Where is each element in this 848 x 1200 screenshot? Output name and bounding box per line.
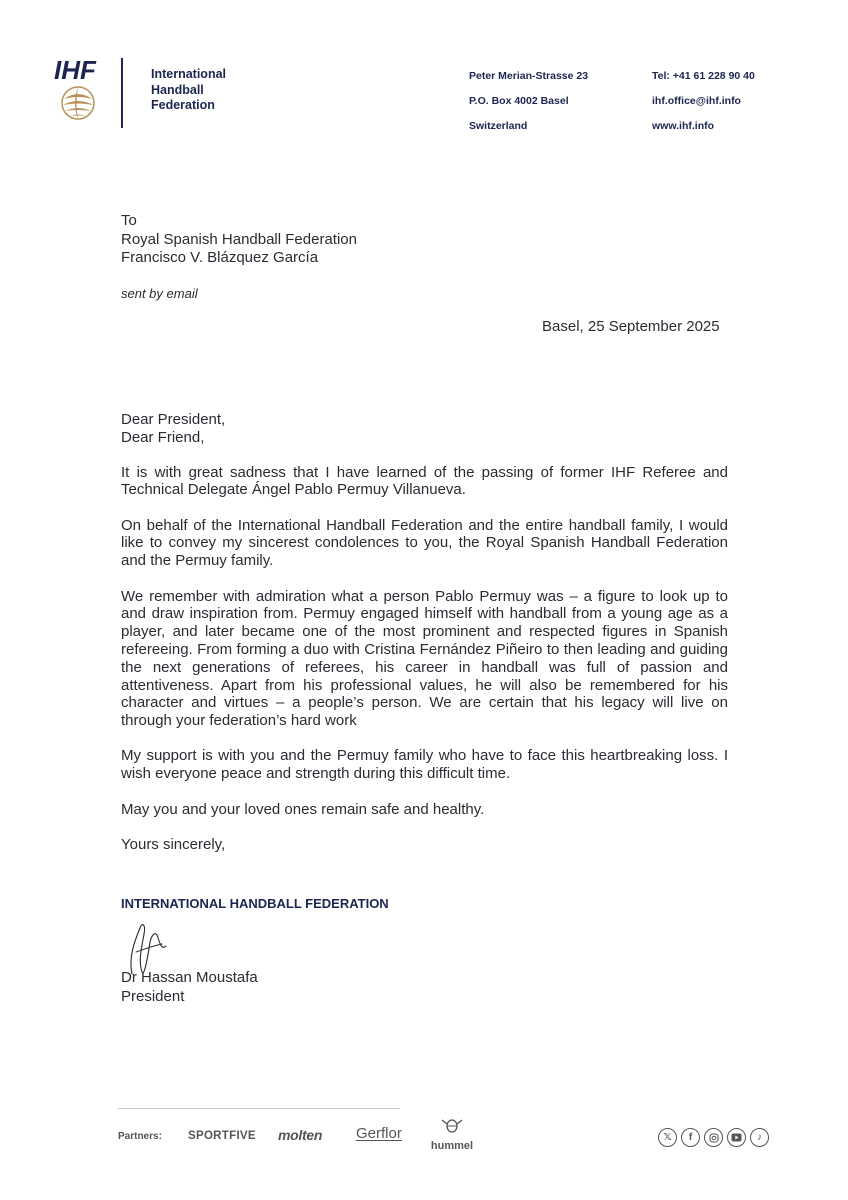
hummel-bee-icon xyxy=(441,1117,463,1133)
signer-name: Dr Hassan Moustafa xyxy=(121,969,258,986)
logo-letters: IHF xyxy=(54,55,96,85)
greeting-line-1: Dear President, xyxy=(121,411,226,428)
youtube-icon[interactable] xyxy=(727,1128,746,1147)
x-icon[interactable]: 𝕏 xyxy=(658,1128,677,1147)
contact-info xyxy=(652,64,755,139)
contact-website[interactable]: www.ihf.info xyxy=(652,120,715,132)
recipient-name: Francisco V. Blázquez García xyxy=(121,249,319,266)
partner-molten-logo: molten xyxy=(278,1127,323,1143)
org-name-line-3: Federation xyxy=(151,98,215,112)
letter-date: Basel, 25 September 2025 xyxy=(542,318,720,335)
address-street: Peter Merian-Strasse 23 xyxy=(469,70,589,82)
closing: Yours sincerely, xyxy=(121,835,226,853)
paragraph-2: On behalf of the International Handball Federation and the entire handball family, I would like to convey my sincerest condolences to you, the Royal Spanish Handball Federation and the Permuy family. xyxy=(121,516,728,570)
hummel-wordmark: hummel xyxy=(430,1140,474,1152)
postal-address xyxy=(469,64,588,139)
recipient-to: To xyxy=(121,212,137,229)
signature-organization: INTERNATIONAL HANDBALL FEDERATION xyxy=(121,896,389,911)
organization-name xyxy=(151,67,226,114)
signer-block xyxy=(121,969,258,1006)
instagram-icon[interactable] xyxy=(704,1128,723,1147)
org-name-line-2: Handball xyxy=(151,82,204,97)
address-pobox: P.O. Box 4002 Basel xyxy=(469,95,569,107)
contact-phone: Tel: +41 61 228 90 40 xyxy=(652,70,755,82)
greeting-line-2: Dear Friend, xyxy=(121,428,205,446)
delivery-note: sent by email xyxy=(121,286,198,301)
partners-label: Partners: xyxy=(118,1131,162,1142)
header-divider xyxy=(121,58,123,128)
paragraph-1: It is with great sadness that I have learned of the passing of former IHF Referee and Technical Delegate Ángel Pablo Permuy Villanueva. xyxy=(121,463,728,499)
signer-title: President xyxy=(121,987,185,1005)
footer-divider xyxy=(118,1108,400,1109)
org-name-line-1: International xyxy=(151,67,227,81)
partner-sportfive-logo: SPORTFIVE xyxy=(188,1130,256,1142)
recipient-organization: Royal Spanish Handball Federation xyxy=(121,230,357,248)
ihf-logo xyxy=(52,55,104,127)
greeting xyxy=(121,411,728,447)
partner-gerflor-logo: Gerflor xyxy=(356,1125,402,1142)
facebook-icon[interactable]: f xyxy=(681,1128,700,1147)
paragraph-4: My support is with you and the Permuy family who have to face this heartbreaking loss. I wish everyone peace and strength during this difficult time. xyxy=(121,747,728,783)
address-country: Switzerland xyxy=(469,120,528,132)
tiktok-icon[interactable]: ♪ xyxy=(750,1128,769,1147)
recipient-block xyxy=(121,212,357,268)
contact-email[interactable]: ihf.office@ihf.info xyxy=(652,95,741,107)
letter-body xyxy=(121,411,728,871)
paragraph-5: May you and your loved ones remain safe and healthy. xyxy=(121,800,485,818)
paragraph-3: We remember with admiration what a person Pablo Permuy was – a figure to look up to and draw inspiration from. Permuy engaged himself with handball from a young age as a player, and later became one of the most prominent and respected figures in Spanish refereeing. From forming a duo with Cristina Fernández Piñeiro to then leading and guiding the next generations of referees, his career in handball was full of passion and attentiveness. Apart from his professional values, he will also be remembered for his character and virtues – a people’s person. We are certain that his legacy will live on through your federation’s hard work xyxy=(121,587,728,730)
partner-hummel-logo xyxy=(428,1117,476,1153)
